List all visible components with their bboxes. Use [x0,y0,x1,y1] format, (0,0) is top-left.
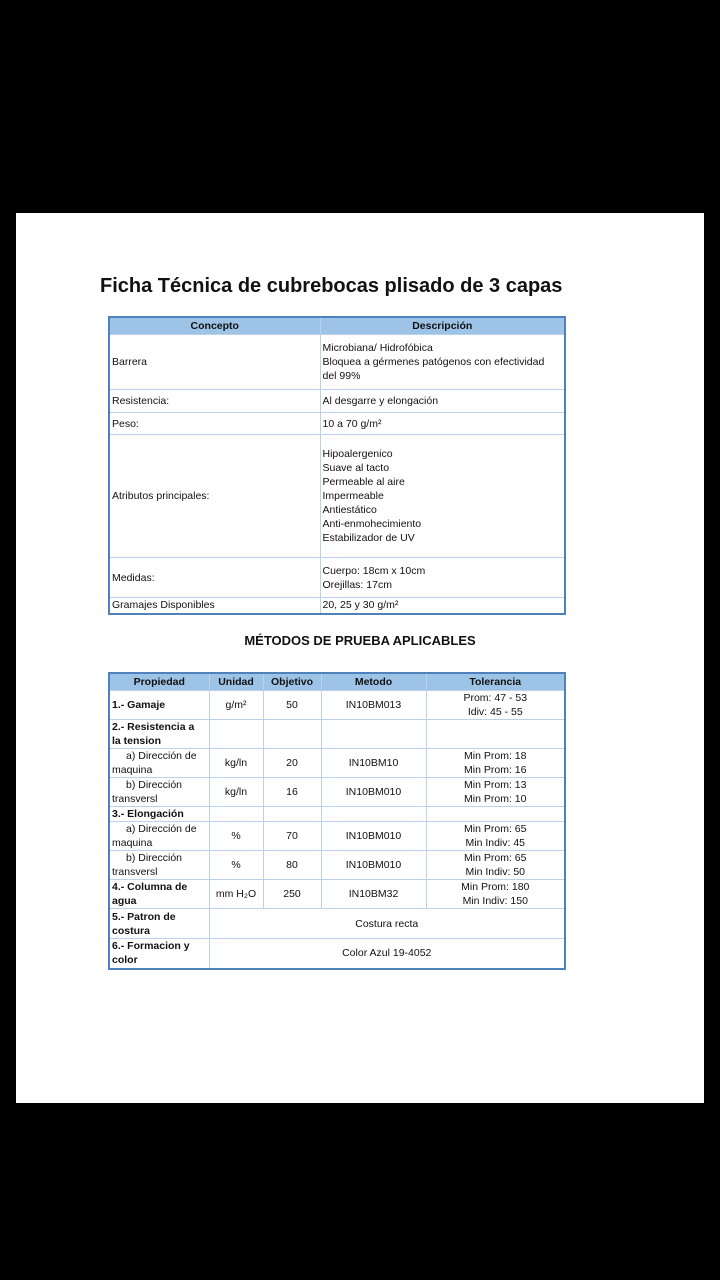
spec-row-peso [109,413,565,435]
metodo-cell: IN10BM013 [321,691,426,720]
propiedad-line: agua [112,895,137,907]
tolerancia-line: Min Prom: 13 [464,779,527,791]
header-tolerancia: Tolerancia [426,673,565,691]
desc-line: Impermeable [322,490,384,502]
tolerancia-cell [426,691,565,720]
metodo-cell: IN10BM32 [321,880,426,909]
descripcion-cell: 10 a 70 g/m² [320,413,565,435]
propiedad-cell: 1.- Gamaje [109,691,209,720]
header-objetivo: Objetivo [263,673,321,691]
tolerancia-line: Min Prom: 18 [464,750,527,762]
propiedad-line: maquina [112,837,153,849]
formacion-value-cell: Color Azul 19-4052 [209,939,565,969]
table-row [109,880,565,909]
header-concepto: Concepto [109,317,320,335]
header-metodo: Metodo [321,673,426,691]
tolerancia-line: Min Indiv: 150 [462,895,528,907]
header-propiedad: Propiedad [109,673,209,691]
tolerancia-line: Min Prom: 180 [461,881,530,893]
desc-line: Anti-enmohecimiento [322,518,422,530]
tolerancia-line: Min Prom: 65 [464,823,527,835]
desc-line: Antiestático [322,504,377,516]
unidad-cell: g/m² [209,691,263,720]
propiedad-cell [109,939,209,969]
desc-line: Orejillas: 17cm [322,578,392,591]
concepto-cell: Barrera [109,335,320,390]
propiedad-line: b) Dirección [126,852,183,864]
metodo-cell: IN10BM010 [321,822,426,851]
empty-cell [263,720,321,749]
header-descripcion: Descripción [320,317,565,335]
metodo-cell: IN10BM010 [321,851,426,880]
objetivo-cell: 80 [263,851,321,880]
desc-line: Suave al tacto [322,462,390,474]
unidad-cell: kg/ln [209,749,263,778]
desc-line: del 99% [322,370,361,382]
document-page [16,213,704,1103]
spec-row-atributos [109,435,565,558]
empty-cell [263,807,321,822]
desc-line: Bloquea a gérmenes patógenos con efectividad [322,356,545,368]
table-row [109,691,565,720]
concepto-cell: Resistencia: [109,390,320,413]
table-row [109,749,565,778]
concepto-cell: Atributos principales: [109,435,320,558]
propiedad-line: transversl [112,866,158,878]
metodo-cell: IN10BM010 [321,778,426,807]
desc-line: Microbiana/ Hidrofóbica [322,342,433,354]
desc-line: Permeable al aire [322,476,405,488]
desc-line: Estabilizador de UV [322,532,415,544]
descripcion-cell [320,558,565,598]
tolerancia-cell [426,778,565,807]
tolerancia-line: Min Prom: 65 [464,852,527,864]
desc-line: Hipoalergenico [322,448,393,460]
spec-row-gramajes [109,598,565,614]
concepto-cell: Peso: [109,413,320,435]
propiedad-cell [109,822,209,851]
tolerancia-line: Min Indiv: 50 [465,866,526,878]
table-row [109,851,565,880]
objetivo-cell: 70 [263,822,321,851]
propiedad-cell [109,778,209,807]
propiedad-line: 5.- Patron de [112,910,176,923]
spec-row-barrera [109,335,565,390]
tolerancia-line: Min Prom: 10 [464,793,527,805]
propiedad-line: color [112,954,138,967]
propiedad-line: a) Dirección de [126,750,197,762]
tolerancia-cell [426,822,565,851]
methods-header-row [109,673,565,691]
objetivo-cell: 250 [263,880,321,909]
table-row [109,778,565,807]
descripcion-cell: 20, 25 y 30 g/m² [320,598,565,614]
tolerancia-line: Min Indiv: 45 [465,837,526,849]
propiedad-line: costura [112,924,150,937]
spec-table [108,316,566,615]
descripcion-cell [320,435,565,558]
objetivo-cell: 16 [263,778,321,807]
table-row [109,807,565,822]
document-title: Ficha Técnica de cubrebocas plisado de 3 capas [100,275,563,297]
table-row [109,909,565,939]
empty-cell [321,807,426,822]
objetivo-cell: 50 [263,691,321,720]
tolerancia-cell [426,749,565,778]
desc-line: Cuerpo: 18cm x 10cm [322,564,426,577]
empty-cell [209,720,263,749]
methods-title: MÉTODOS DE PRUEBA APLICABLES [244,633,476,648]
concepto-cell: Gramajes Disponibles [109,598,320,614]
propiedad-cell [109,851,209,880]
methods-table [108,672,566,970]
propiedad-cell [109,749,209,778]
concepto-cell: Medidas: [109,558,320,598]
tolerancia-line: Min Prom: 16 [464,764,527,776]
unidad-cell: mm H₂O [209,880,263,909]
propiedad-line: maquina [112,764,153,776]
spec-row-medidas [109,558,565,598]
table-row [109,822,565,851]
objetivo-cell: 20 [263,749,321,778]
propiedad-line: la tension [112,735,162,747]
propiedad-line: b) Dirección [126,779,183,791]
propiedad-cell [109,880,209,909]
empty-cell [426,720,565,749]
propiedad-line: 6.- Formacion y [112,940,190,953]
unidad-cell: % [209,822,263,851]
unidad-cell: % [209,851,263,880]
patron-value-cell: Costura recta [209,909,565,939]
tolerancia-cell [426,880,565,909]
propiedad-cell [109,909,209,939]
spec-header-row [109,317,565,335]
propiedad-line: a) Dirección de [126,823,197,835]
propiedad-cell [109,720,209,749]
empty-cell [426,807,565,822]
header-unidad: Unidad [209,673,263,691]
table-row [109,939,565,969]
unidad-cell: kg/ln [209,778,263,807]
propiedad-line: transversl [112,793,158,805]
tolerancia-line: Idiv: 45 - 55 [467,706,523,718]
descripcion-cell: Al desgarre y elongación [320,390,565,413]
table-row [109,720,565,749]
empty-cell [209,807,263,822]
tolerancia-line: Prom: 47 - 53 [463,692,528,704]
metodo-cell: IN10BM10 [321,749,426,778]
propiedad-line: 2.- Resistencia a [112,721,195,733]
propiedad-line: 4.- Columna de [112,881,188,893]
spec-row-resistencia [109,390,565,413]
propiedad-cell: 3.- Elongación [109,807,209,822]
empty-cell [321,720,426,749]
tolerancia-cell [426,851,565,880]
descripcion-cell [320,335,565,390]
